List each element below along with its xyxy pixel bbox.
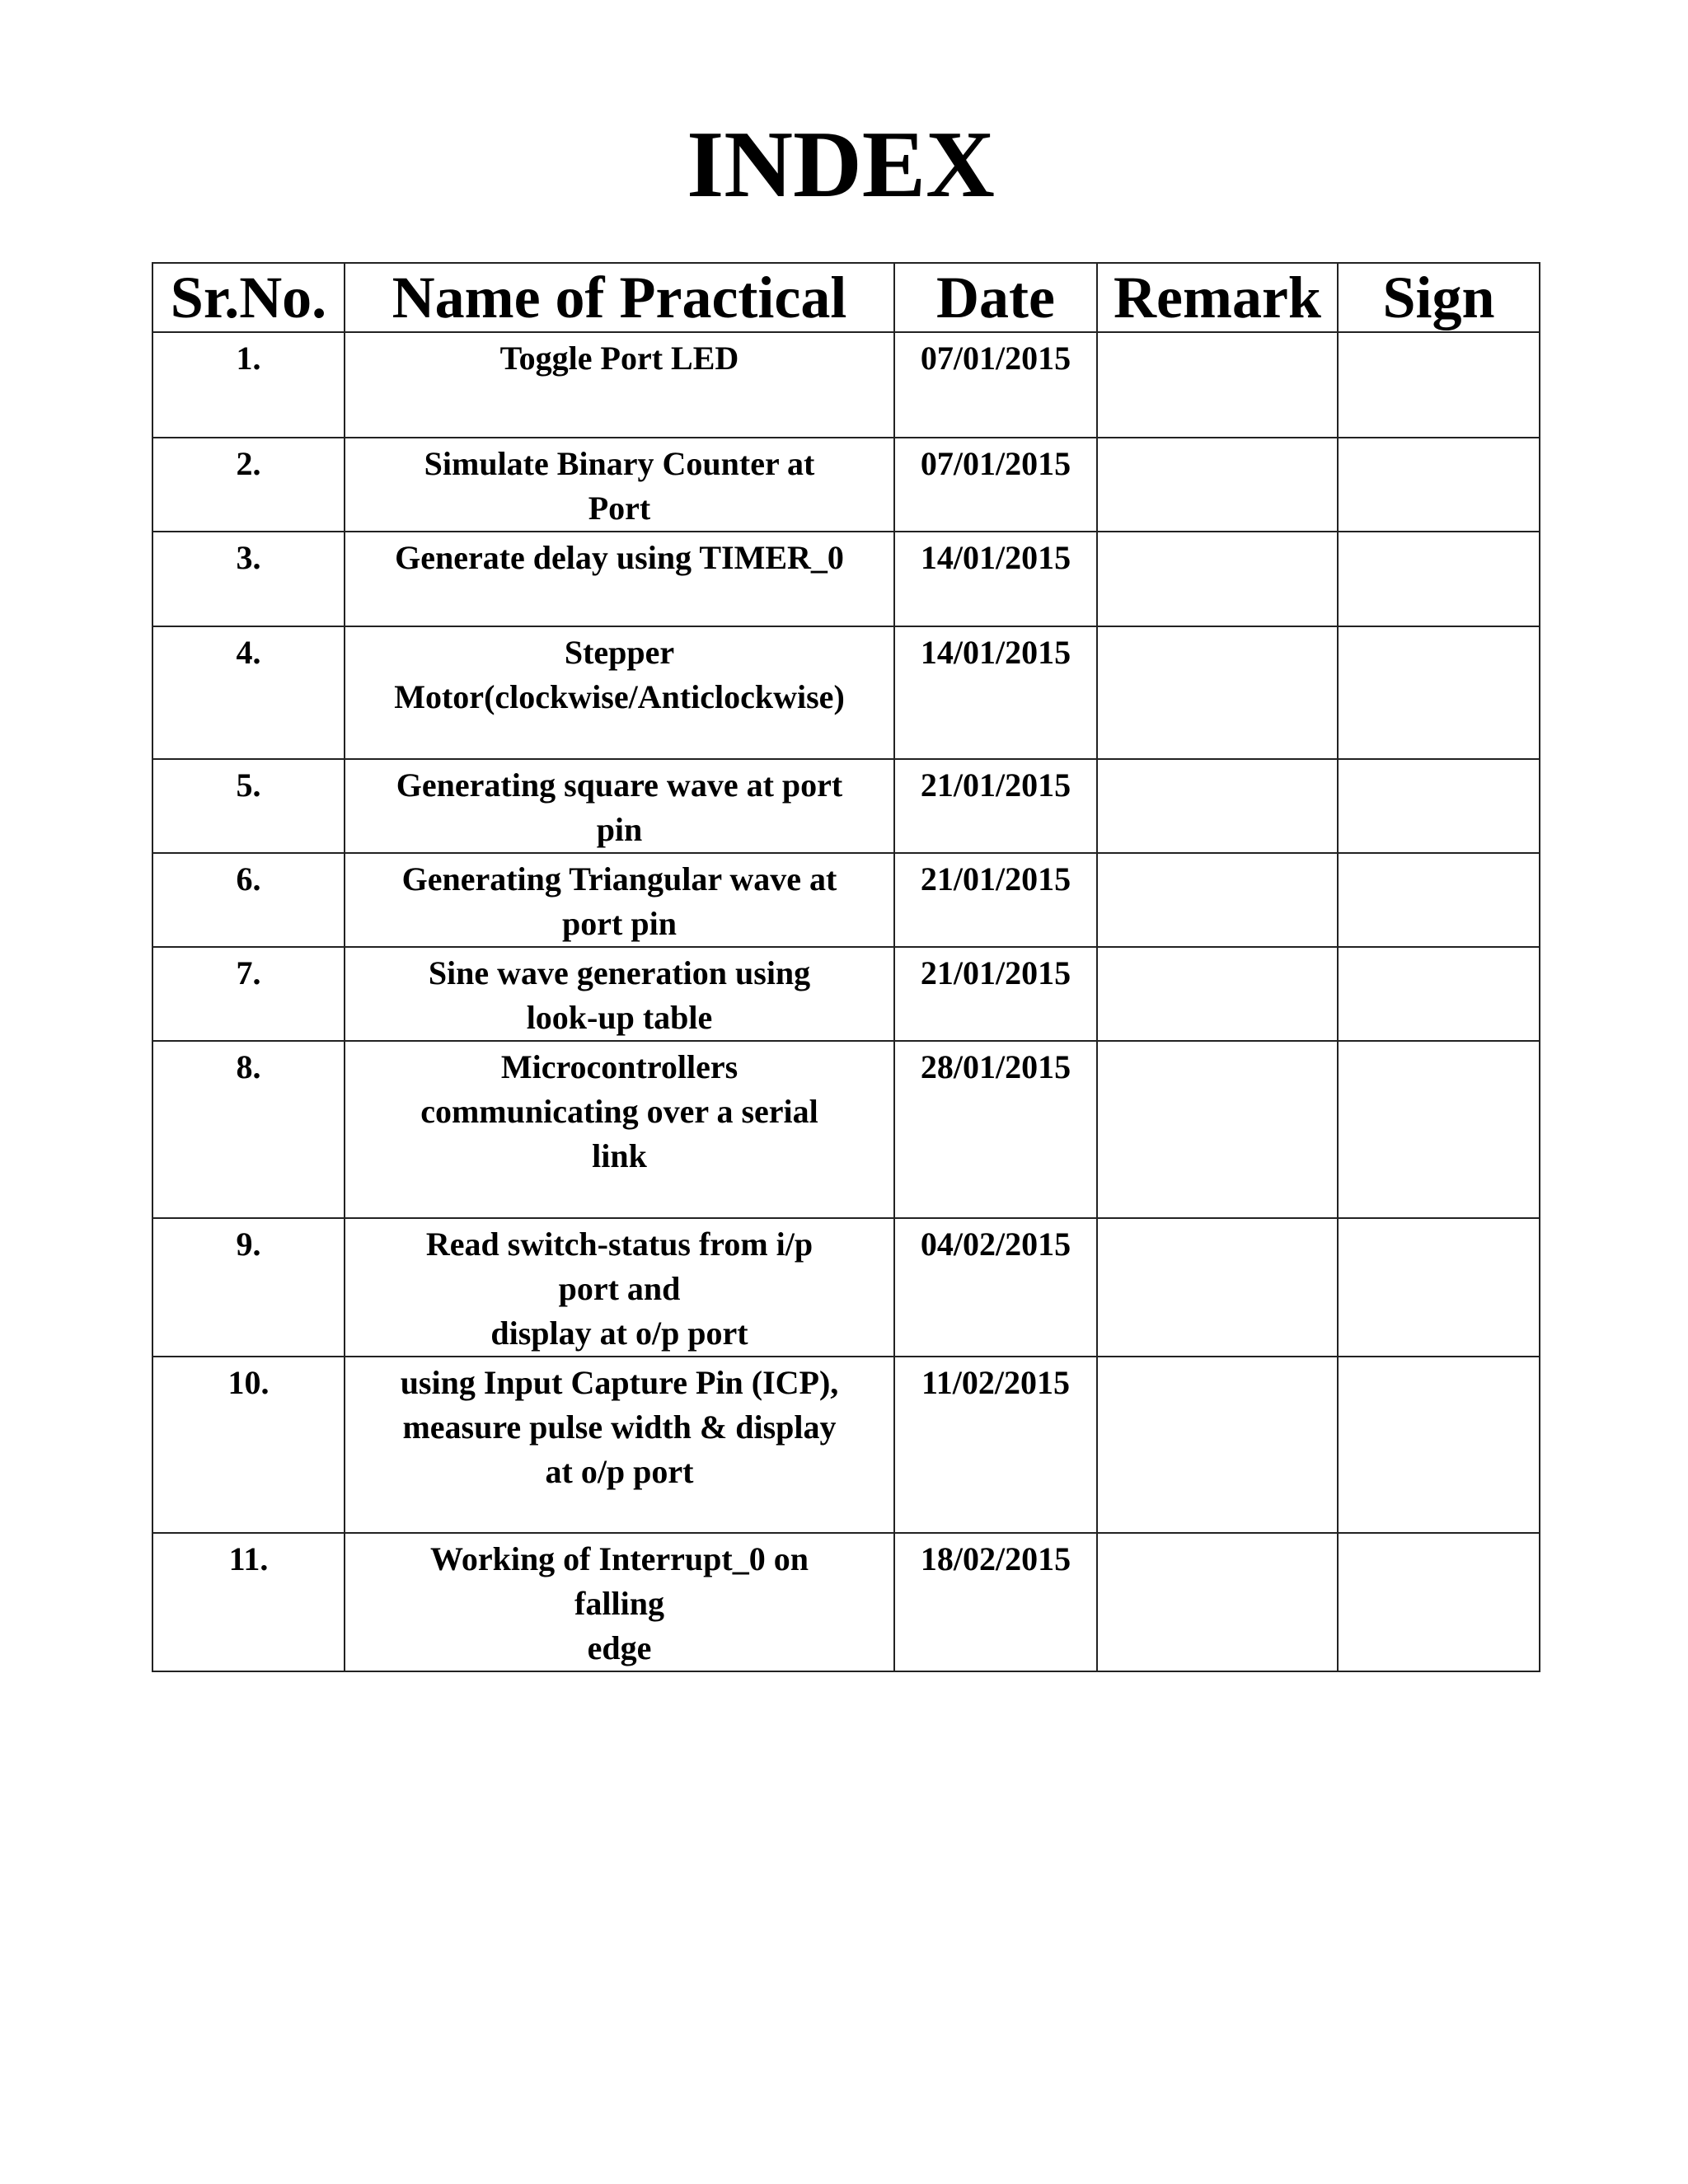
remark-cell — [1097, 947, 1338, 1041]
sr-no-cell: 4. — [152, 626, 345, 759]
table-row — [152, 1041, 1540, 1218]
remark-cell — [1097, 1218, 1338, 1357]
sr-no-cell: 3. — [152, 532, 345, 626]
practical-name-cell — [345, 1041, 894, 1218]
remark-cell — [1097, 1357, 1338, 1533]
date-cell: 11/02/2015 — [894, 1357, 1097, 1533]
date-cell: 18/02/2015 — [894, 1533, 1097, 1671]
sr-no-cell: 7. — [152, 947, 345, 1041]
date-cell: 21/01/2015 — [894, 853, 1097, 947]
sign-cell — [1338, 1218, 1540, 1357]
sign-cell — [1338, 332, 1540, 438]
practical-name-cell — [345, 332, 894, 438]
practical-name-line: link — [592, 1137, 647, 1174]
remark-cell — [1097, 532, 1338, 626]
practical-name-line: at o/p port — [545, 1453, 694, 1490]
practical-name-line: Working of Interrupt_0 on — [430, 1540, 809, 1577]
practical-name-line: Sine wave generation using — [428, 954, 811, 991]
date-cell: 21/01/2015 — [894, 759, 1097, 853]
practical-name-line: communicating over a serial — [420, 1093, 818, 1130]
remark-cell — [1097, 438, 1338, 532]
sign-cell — [1338, 1041, 1540, 1218]
practical-name-cell — [345, 759, 894, 853]
sr-no-cell: 10. — [152, 1357, 345, 1533]
index-table — [152, 262, 1540, 1672]
practical-name-cell — [345, 1218, 894, 1357]
sr-no-cell: 9. — [152, 1218, 345, 1357]
header-sign: Sign — [1338, 263, 1540, 332]
practical-name-line: Simulate Binary Counter at — [424, 445, 815, 482]
practical-name-line: measure pulse width & display — [402, 1408, 837, 1446]
header-sr-no: Sr.No. — [152, 263, 345, 332]
table-row — [152, 626, 1540, 759]
remark-cell — [1097, 1041, 1338, 1218]
remark-cell — [1097, 853, 1338, 947]
practical-name-line: edge — [587, 1629, 652, 1666]
remark-cell — [1097, 1533, 1338, 1671]
sign-cell — [1338, 1357, 1540, 1533]
table-row — [152, 438, 1540, 532]
practical-name-line: Read switch-status from i/p — [425, 1226, 814, 1263]
table-row — [152, 947, 1540, 1041]
practical-name-line: display at o/p port — [490, 1315, 748, 1352]
table-row — [152, 1533, 1540, 1671]
date-cell: 14/01/2015 — [894, 532, 1097, 626]
date-cell: 14/01/2015 — [894, 626, 1097, 759]
table-row — [152, 1357, 1540, 1533]
sign-cell — [1338, 1533, 1540, 1671]
practical-name-line: Generating square wave at port — [396, 766, 843, 804]
practical-name-cell — [345, 626, 894, 759]
sr-no-cell: 8. — [152, 1041, 345, 1218]
sign-cell — [1338, 438, 1540, 532]
table-row — [152, 1218, 1540, 1357]
practical-name-line: Stepper — [564, 634, 675, 671]
practical-name-line: Toggle Port LED — [499, 340, 739, 377]
date-cell: 04/02/2015 — [894, 1218, 1097, 1357]
date-cell: 21/01/2015 — [894, 947, 1097, 1041]
practical-name-line: look-up table — [526, 999, 713, 1036]
table-row — [152, 853, 1540, 947]
practical-name-line: using Input Capture Pin (ICP), — [400, 1364, 839, 1401]
remark-cell — [1097, 759, 1338, 853]
practical-name-line: Generating Triangular wave at — [401, 860, 837, 898]
sr-no-cell: 5. — [152, 759, 345, 853]
practical-name-cell — [345, 853, 894, 947]
practical-name-cell — [345, 1533, 894, 1671]
header-name-of-practical: Name of Practical — [345, 263, 894, 332]
sign-cell — [1338, 759, 1540, 853]
remark-cell — [1097, 332, 1338, 438]
date-cell: 07/01/2015 — [894, 332, 1097, 438]
table-row — [152, 532, 1540, 626]
practical-name-cell — [345, 438, 894, 532]
sign-cell — [1338, 853, 1540, 947]
sr-no-cell: 6. — [152, 853, 345, 947]
practical-name-cell — [345, 947, 894, 1041]
date-cell: 28/01/2015 — [894, 1041, 1097, 1218]
table-header-row — [152, 263, 1540, 332]
practical-name-cell — [345, 532, 894, 626]
header-remark: Remark — [1097, 263, 1338, 332]
sr-no-cell: 11. — [152, 1533, 345, 1671]
sign-cell — [1338, 947, 1540, 1041]
remark-cell — [1097, 626, 1338, 759]
header-date: Date — [894, 263, 1097, 332]
sign-cell — [1338, 532, 1540, 626]
practical-name-line: Generate delay using TIMER_0 — [395, 539, 844, 576]
sr-no-cell: 2. — [152, 438, 345, 532]
sign-cell — [1338, 626, 1540, 759]
table-row — [152, 332, 1540, 438]
practical-name-line: falling — [574, 1585, 664, 1622]
practical-name-line: Microcontrollers — [500, 1048, 738, 1085]
practical-name-line: Port — [588, 490, 651, 527]
practical-name-line: port and — [558, 1270, 681, 1307]
practical-name-line: Motor(clockwise/Anticlockwise) — [394, 678, 845, 715]
practical-name-line: port pin — [562, 905, 677, 942]
date-cell: 07/01/2015 — [894, 438, 1097, 532]
table-row — [152, 759, 1540, 853]
page-title: INDEX — [687, 112, 995, 218]
sr-no-cell: 1. — [152, 332, 345, 438]
practical-name-line: pin — [596, 811, 643, 848]
practical-name-cell — [345, 1357, 894, 1533]
